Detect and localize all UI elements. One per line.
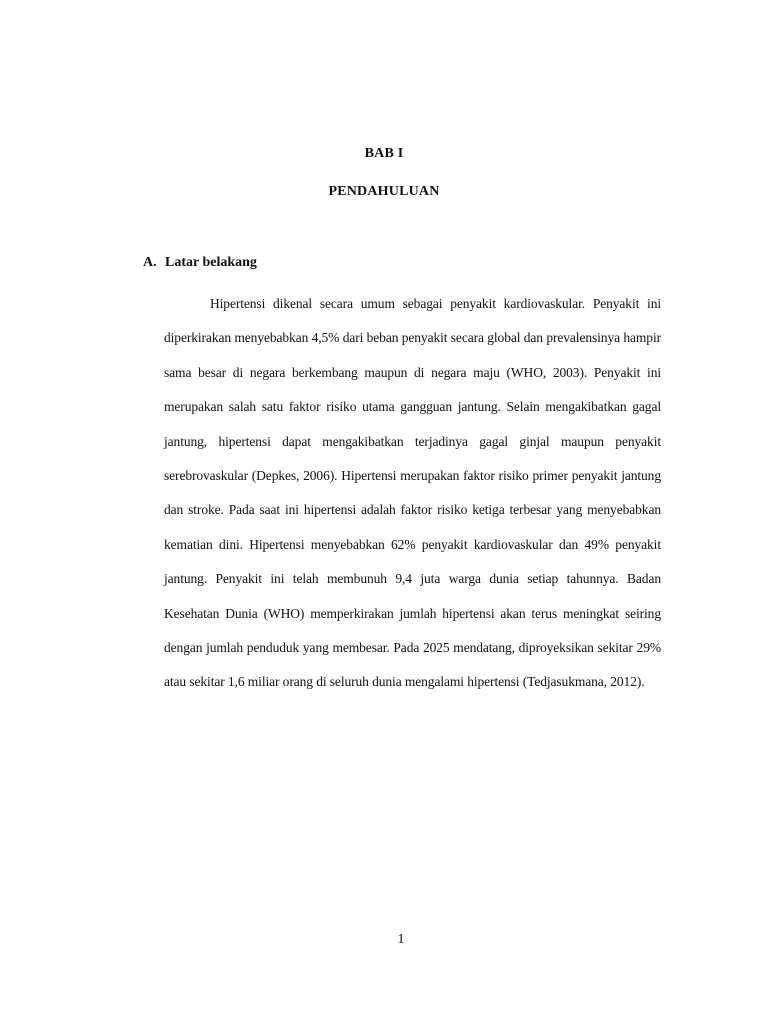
page-number: 1: [397, 932, 405, 947]
section-letter: A.: [143, 255, 157, 270]
section-heading: [143, 255, 257, 271]
body-paragraph: Hipertensi dikenal secara umum sebagai penyakit kardiovaskular. Penyakit ini diperkirakan menyebabkan 4,5% dari beban penyakit secara global dan prevalensinya hampir sama besar di negara berkembang maupun di negara maju (WHO, 2003). Penyakit ini merupakan salah satu faktor risiko utama gangguan jantung. Selain mengakibatkan gagal jantung, hipertensi dapat mengakibatkan terjadinya gagal ginjal maupun penyakit serebrovaskular (Depkes, 2006). Hipertensi merupakan faktor risiko primer penyakit jantung dan stroke. Pada saat ini hipertensi adalah faktor risiko ketiga terbesar yang menyebabkan kematian dini. Hipertensi menyebabkan 62% penyakit kardiovaskular dan 49% penyakit jantung. Penyakit ini telah membunuh 9,4 juta warga dunia setiap tahunnya. Badan Kesehatan Dunia (WHO) memperkirakan jumlah hipertensi akan terus meningkat seiring dengan jumlah penduduk yang membesar. Pada 2025 mendatang, diproyeksikan sekitar 29% atau sekitar 1,6 miliar orang di seluruh dunia mengalami hipertensi (Tedjasukmana, 2012).: [164, 296, 661, 690]
section-title: Latar belakang: [165, 255, 257, 270]
chapter-title: PENDAHULUAN: [328, 184, 440, 199]
chapter-number: BAB I: [364, 146, 404, 161]
